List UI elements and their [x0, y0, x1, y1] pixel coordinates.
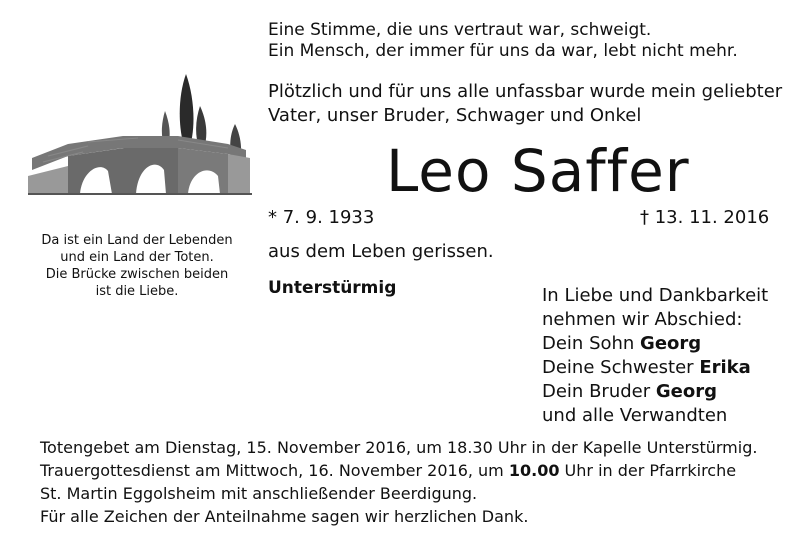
- footer-line: St. Martin Eggolsheim mit anschließender Beerdigung.: [40, 484, 478, 503]
- birth-date: * 7. 9. 1933: [268, 207, 375, 228]
- footer-line: [40, 459, 757, 482]
- mourner-relation: Deine Schwester: [542, 357, 700, 378]
- intro-line: Vater, unser Bruder, Schwager und Onkel: [268, 105, 642, 126]
- deceased-name: Leo Saffer: [386, 137, 690, 205]
- footer-line: Totengebet am Dienstag, 15. November 2016, um 18.30 Uhr in der Kapelle Unterstürmig.: [40, 438, 758, 457]
- quote-line: Ein Mensch, der immer für uns da war, lebt nicht mehr.: [268, 41, 738, 61]
- mourner-name: Georg: [655, 381, 717, 402]
- service-time: 10.00: [508, 461, 560, 480]
- mourners-block: [542, 284, 768, 428]
- death-phrase: aus dem Leben gerissen.: [268, 241, 494, 262]
- mourner-relation: Dein Bruder: [542, 381, 656, 402]
- footer-info: [40, 436, 757, 528]
- mourner-name: Georg: [640, 333, 702, 354]
- mourners-line: nehmen wir Abschied:: [542, 309, 743, 330]
- footer-text: Uhr in der Pfarrkirche: [559, 461, 737, 480]
- quote-line: Eine Stimme, die uns vertraut war, schweigt.: [268, 20, 652, 40]
- mourners-line: In Liebe und Dankbarkeit: [542, 285, 769, 306]
- poem: [24, 232, 250, 300]
- mourner-name: Erika: [699, 357, 751, 378]
- place-name: Unterstürmig: [268, 278, 397, 298]
- footer-line: Für alle Zeichen der Anteilnahme sagen wir herzlichen Dank.: [40, 507, 529, 526]
- quote: [268, 20, 738, 62]
- mourner-sister: [542, 356, 768, 380]
- intro-text: [268, 80, 782, 128]
- footer-text: Trauergottesdienst am Mittwoch, 16. November 2016, um: [40, 461, 509, 480]
- bridge-illustration: [28, 66, 253, 196]
- poem-line: und ein Land der Toten.: [60, 250, 214, 265]
- death-date: † 13. 11. 2016: [640, 207, 770, 228]
- mourner-brother: [542, 380, 768, 404]
- mourner-relation: Dein Sohn: [542, 333, 641, 354]
- poem-line: Da ist ein Land der Lebenden: [41, 233, 233, 248]
- mourner-son: [542, 332, 768, 356]
- poem-line: Die Brücke zwischen beiden: [45, 267, 229, 282]
- poem-line: ist die Liebe.: [95, 284, 179, 299]
- mourners-line: und alle Verwandten: [542, 405, 728, 426]
- intro-line: Plötzlich und für uns alle unfassbar wurde mein geliebter: [268, 81, 783, 102]
